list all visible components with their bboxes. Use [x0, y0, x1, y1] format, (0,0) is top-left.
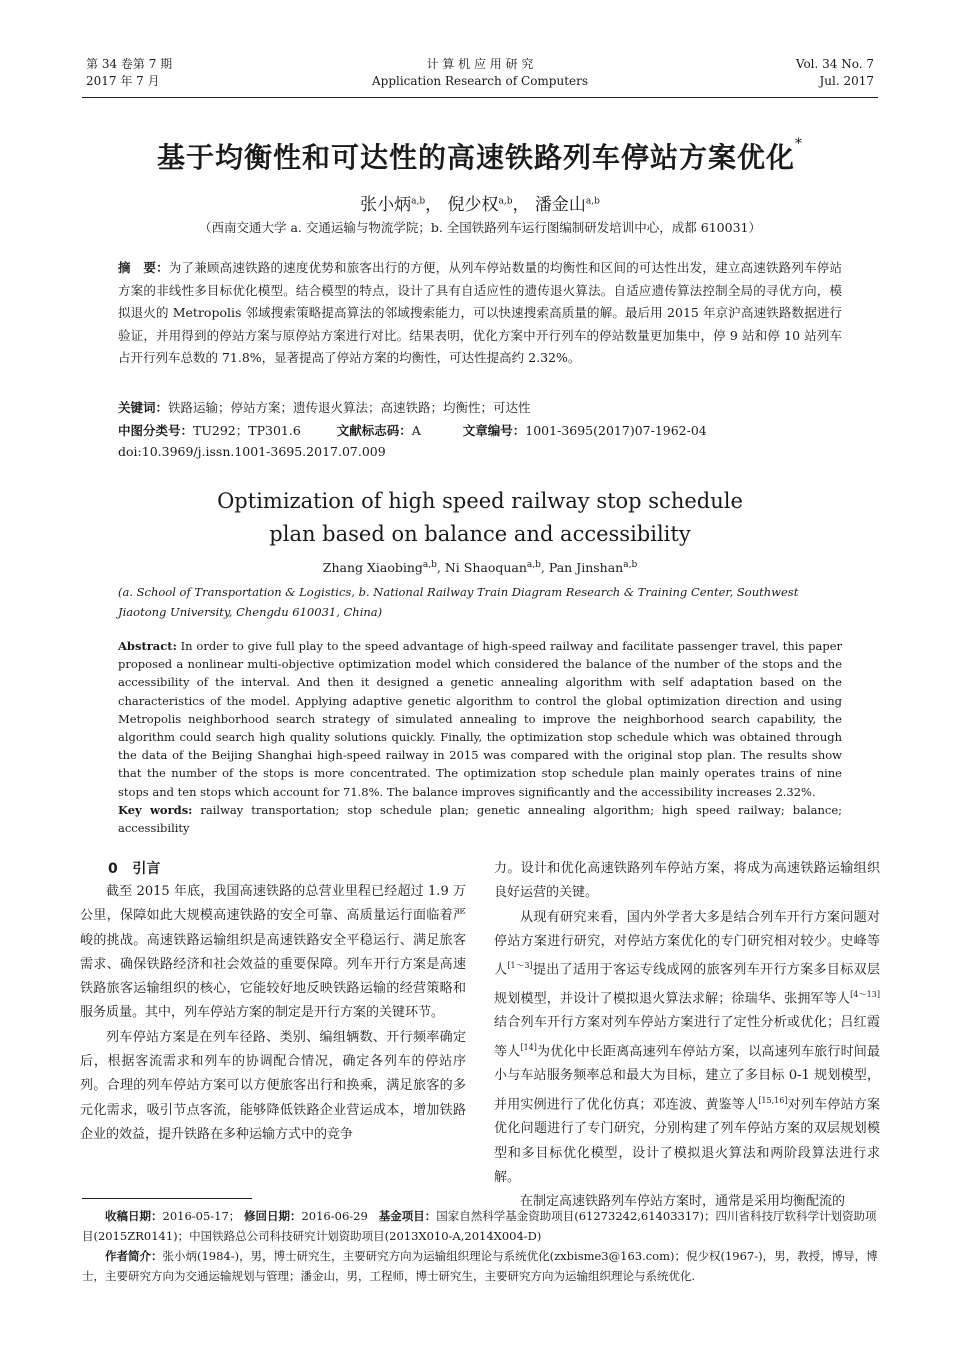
keywords-cn: [118, 398, 842, 416]
doi: doi:10.3969/j.issn.1001-3695.2017.07.009: [118, 444, 386, 459]
author-bio-label: 作者简介：: [105, 1249, 163, 1263]
footnote-divider: [82, 1198, 252, 1199]
citation: [15,16]: [758, 1095, 788, 1105]
keywords-en: [118, 801, 842, 837]
classification-line: [118, 421, 842, 439]
paragraph: 列车停站方案是在列车径路、类别、编组辆数、开行频率确定后，根据客流需求和列车的协调配合情况，确定各列车的停站序列。合理的列车停站方案可以方便旅客出行和换乘，满足旅客的多元化需求，吸引节点客流，能够降低铁路企业营运成本，增加铁路企业的效益，提升铁路在多种运输方式中的竞争: [80, 1029, 466, 1142]
paragraph: 力。设计和优化高速铁路列车停站方案，将成为高速铁路运输组织良好运营的关键。: [494, 861, 880, 901]
received-date: 2016-05-17；: [162, 1209, 241, 1223]
abstract-en: [118, 637, 842, 837]
paragraph-text: 对列车停站方案优化问题进行了专门研究，分别构建了列车停站方案的双层规划模型和多目标优化模型，设计了模拟退火算法和两阶段算法进行求解。: [494, 1096, 880, 1185]
abstract-cn: [118, 257, 842, 370]
author-separator: ,: [436, 560, 445, 576]
author-separator: ，: [425, 195, 443, 215]
article-no-label: 文章编号：: [462, 423, 526, 438]
journal-volume: [86, 56, 172, 90]
journal-name-cn: 计 算 机 应 用 研 究: [426, 57, 534, 71]
paragraph-text: 提出了适用于客运专线成网的旅客列车开行方案多目标双层规划模型，并设计了模拟退火算法求解；徐瑞华、张拥军等人: [494, 962, 880, 1007]
header-divider: [82, 97, 878, 98]
author-list-cn: [0, 190, 960, 215]
keywords-label: 关键词：: [118, 400, 169, 415]
volume-issue: 第 34 卷第 7 期: [86, 57, 173, 71]
author-affil-sup: a,b: [585, 196, 600, 207]
revised-date: 2016-06-29: [301, 1209, 368, 1223]
clc-value: TU292；TP301.6: [193, 423, 301, 438]
paragraph-text: 从现有研究来看，国内外学者大多是结合列车开行方案问题对停站方案进行研究，对停站方案优化的专门研究相对较少。史峰等人: [494, 909, 880, 978]
citation: [4～13]: [850, 989, 880, 999]
author-name: 倪少权: [447, 195, 499, 215]
paper-title-en: [100, 485, 860, 551]
author-affil-sup: a,b: [498, 196, 513, 207]
paragraph: 在制定高速铁路列车停站方案时，通常是采用均衡配流的: [520, 1194, 846, 1210]
clc-label: 中图分类号：: [118, 423, 194, 438]
author-name-en: Pan Jinshan: [548, 560, 624, 576]
doc-code-value: A: [411, 423, 421, 438]
author-separator: ,: [540, 560, 549, 576]
author-affil-sup: a,b: [526, 560, 541, 570]
title-text: 基于均衡性和可达性的高速铁路列车停站方案优化: [156, 141, 795, 174]
footnotes: [82, 1206, 878, 1286]
body-column-left: [80, 858, 466, 1147]
issue-date: 2017 年 7 月: [86, 74, 160, 88]
abstract-en-label: Abstract:: [118, 639, 177, 653]
paper-title-cn: [60, 136, 900, 176]
footnote-authors: [82, 1246, 878, 1286]
paragraph-text: 为优化中长距离高速列车停站方案，以高速列车旅行时间最小与车站服务频率总和最大为目标，建立了多目标 0-1 规划模型，并用实例进行了优化仿真；邓连波、黄鉴等人: [494, 1044, 880, 1112]
fund-text: 国家自然科学基金资助项目(61273242,61403317)；四川省科技厅软科学计划资助项目(2015ZR0141)；中国铁路总公司科技研究计划资助项目(2013X010-A,2014X004-D): [82, 1209, 877, 1243]
footnote-dates-funding: [82, 1206, 878, 1246]
section-title: 引言: [132, 861, 161, 877]
citation: [1～3]: [507, 961, 533, 971]
abstract-label: 摘 要：: [118, 260, 169, 275]
author-list-en: [0, 560, 960, 575]
author-separator: ，: [512, 195, 530, 215]
author-affil-sup: a,b: [422, 560, 437, 570]
paragraph: [494, 906, 880, 1191]
abstract-en-text: In order to give full play to the speed advantage of high-speed railway and facilitate passenger travel, this paper proposed a nonlinear multi-objective optimization model which considered the balance of the number of the stops and the accessibility of the interval. And then it designed a genetic annealing algorithm with self adaptation based on the characteristics of the model. Applying adaptive genetic algorithm to control the global optimization direction and using Metropolis neighborhood search strategy of simulated annealing to improve the neighborhood search capability, the algorithm could search high quality solutions quickly. Finally, the optimization stop schedule which was obtained through the data of the Beijing Shanghai high-speed railway in 2015 was compared with the original stop plan. The results show that the number of the stops is more concentrated. The optimization stop schedule plan mainly operates trains of nine stops and ten stops which account for 71.8%. The balance improves significantly and the accessibility increases 2.32%.: [118, 639, 842, 799]
citation: [14]: [520, 1042, 537, 1052]
affiliation-cn: （西南交通大学 a. 交通运输与物流学院；b. 全国铁路列车运行图编制研发培训中心，成都 610031）: [198, 220, 761, 235]
received-label: 收稿日期：: [105, 1209, 163, 1223]
journal-name: [300, 56, 660, 90]
journal-name-en: Application Research of Computers: [371, 74, 589, 88]
author-name: 张小炳: [360, 195, 412, 215]
keywords-en-label: Key words:: [118, 802, 193, 817]
fund-label: 基金项目：: [378, 1209, 437, 1223]
affiliation-en: (a. School of Transportation & Logistics, b. National Railway Train Diagram Research & Training Center, Southwest Jiaotong University, Chengdu 610031, China): [118, 585, 799, 619]
author-name-en: Zhang Xiaobing: [322, 560, 423, 576]
title-en-line2: plan based on balance and accessibility: [269, 522, 691, 546]
title-en-line1: Optimization of high speed railway stop schedule: [217, 489, 743, 513]
paragraph-text: 结合列车开行方案对列车停站方案进行了定性分析或优化；吕红霞等人: [494, 1015, 880, 1060]
article-no-value: 1001-3695(2017)07-1962-04: [525, 423, 707, 438]
author-affil-sup: a,b: [411, 196, 426, 207]
revised-label: 修回日期：: [243, 1209, 302, 1223]
journal-volume-en: [796, 56, 874, 90]
author-name: 潘金山: [534, 195, 586, 215]
keywords-text: 铁路运输；停站方案；遗传退火算法；高速铁路；均衡性；可达性: [168, 400, 531, 415]
body-column-right: [494, 857, 880, 1214]
issue-date-en: Jul. 2017: [819, 74, 874, 88]
volume-issue-en: Vol. 34 No. 7: [795, 57, 874, 71]
title-footnote-mark: *: [795, 136, 803, 152]
doc-code-label: 文献标志码：: [336, 423, 412, 438]
paragraph: 截至 2015 年底，我国高速铁路的总营业里程已经超过 1.9 万公里，保障如此大规模高速铁路的安全可靠、高质量运行面临着严峻的挑战。高速铁路运输组织是高速铁路安全平稳运行、满足旅客需求、确保铁路经济和社会效益的重要保障。列车开行方案是高速铁路旅客运输组织的核心，它能较好地反映铁路运输的经营策略和服务质量。其中，列车停站方案的制定是开行方案的关键环节。: [80, 884, 466, 1021]
keywords-en-text: railway transportation; stop schedule plan; genetic annealing algorithm; high speed railway; balance; accessibility: [118, 802, 843, 836]
author-bio-text: 张小炳(1984-)，男，博士研究生，主要研究方向为运输组织理论与系统优化(zxbisme3@163.com)；倪少权(1967-)，男，教授，博导，博士，主要研究方向为交通运输规划与管理；潘金山，男，工程师，博士研究生，主要研究方向为运输组织理论与系统优化.: [82, 1249, 878, 1283]
abstract-text: 为了兼顾高速铁路的速度优势和旅客出行的方便，从列车停站数量的均衡性和区间的可达性出发，建立高速铁路列车停站方案的非线性多目标优化模型。结合模型的特点，设计了具有自适应性的遗传退火算法。自适应遗传算法控制全局的寻优方向，模拟退火的 Metropolis 邻域搜索策略提高算法的邻域搜索能力，可以快速搜索高质量的解。最后用 2015 年京沪高速铁路数据进行验证，并用得到的停站方案与原停站方案进行对比。结果表明，优化方案中开行列车的停站数量更加集中，停 9 站和停 10 站列车占开行列车总数的 71.8%，显著提高了停站方案的均衡性，可达性提高约 2.32%。: [118, 260, 842, 365]
author-affil-sup: a,b: [623, 560, 638, 570]
author-name-en: Ni Shaoquan: [444, 560, 527, 576]
section-heading: [80, 858, 466, 880]
section-number: 0: [108, 861, 118, 877]
